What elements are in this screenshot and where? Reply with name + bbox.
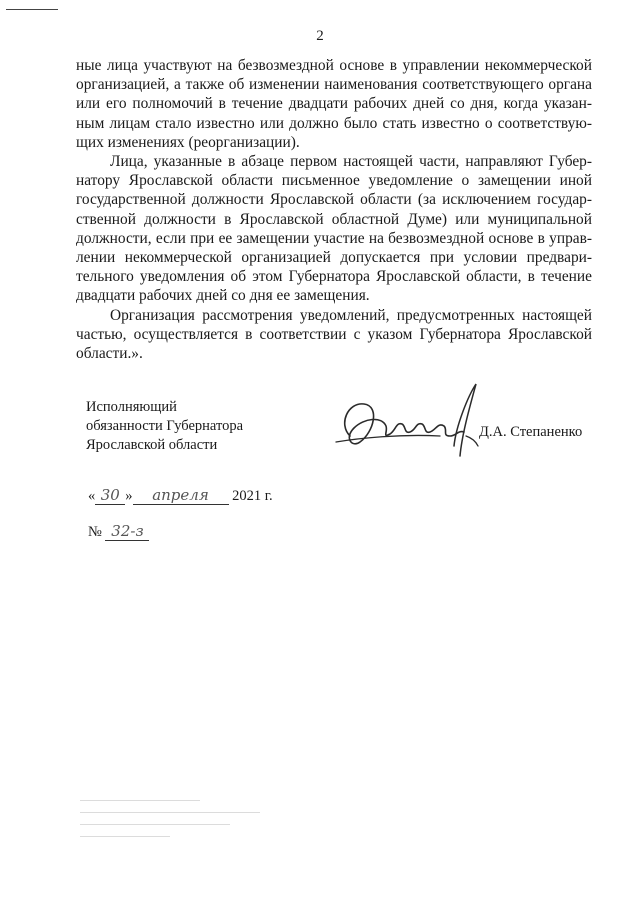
text-line: Лица, указанные в абзаце первом настоящей части, направляют Губер- bbox=[110, 153, 592, 171]
signer-name: Д.А. Степаненко bbox=[479, 424, 583, 440]
handwritten-signature bbox=[330, 376, 480, 472]
signer-title-line: обязанности Губернатора bbox=[86, 418, 244, 434]
text-line: области.». bbox=[76, 345, 143, 363]
text-line: частью, осуществляется в соответствии с указом Губернатора Ярославской bbox=[76, 325, 592, 343]
paragraph bbox=[76, 306, 592, 364]
text-line: государственной должности Ярославской области (за исключением государ- bbox=[76, 191, 592, 209]
date-day: 30 bbox=[95, 486, 125, 505]
text-line: ные лица участвуют на безвозмездной основе в управлении некоммерческой bbox=[76, 57, 592, 74]
paragraph bbox=[76, 152, 592, 306]
text-line: натору Ярославской области письменное уведомление о замещении иной bbox=[76, 172, 592, 190]
text-line: Организация рассмотрения уведомлений, предусмотренных настоящей bbox=[110, 306, 592, 324]
date-close-quote: » bbox=[125, 488, 133, 504]
paragraph bbox=[76, 56, 592, 152]
body-text bbox=[76, 56, 592, 363]
text-line: ственной должности в Ярославской областной Думе) или муниципальной bbox=[76, 210, 592, 228]
text-line: организацией, а также об изменении наименования соответствующего органа bbox=[76, 76, 592, 94]
faint-stamp-marks bbox=[80, 796, 280, 844]
document-date bbox=[88, 486, 273, 505]
page-number: 2 bbox=[316, 28, 324, 44]
corner-mark bbox=[6, 9, 58, 10]
text-line: или его полномочий в течение двадцати рабочих дней со дня, когда указан- bbox=[76, 95, 592, 113]
date-year: 2021 г. bbox=[232, 488, 273, 504]
text-line: ным лицам стало известно или должно было стать известно о соответствую- bbox=[76, 114, 592, 132]
text-line: должности, если при ее замещении участие на безвозмездной основе в управ- bbox=[76, 229, 592, 247]
text-line: двадцати рабочих дней со дня ее замещения. bbox=[76, 287, 370, 305]
document-number bbox=[88, 522, 149, 541]
signer-title-line: Ярославской области bbox=[86, 437, 218, 453]
signer-title bbox=[86, 398, 243, 455]
number-value: 32-з bbox=[105, 522, 149, 541]
number-prefix: № bbox=[88, 524, 102, 540]
signer-title-line: Исполняющий bbox=[86, 399, 177, 415]
text-line: щих изменениях (реорганизации). bbox=[76, 133, 300, 151]
date-month: апреля bbox=[133, 486, 229, 505]
text-line: лении некоммерческой организацией допускается при условии предвари- bbox=[76, 249, 592, 267]
text-line: тельного уведомления об этом Губернатора Ярославской области, в течение bbox=[76, 268, 592, 286]
date-open-quote: « bbox=[88, 488, 96, 504]
